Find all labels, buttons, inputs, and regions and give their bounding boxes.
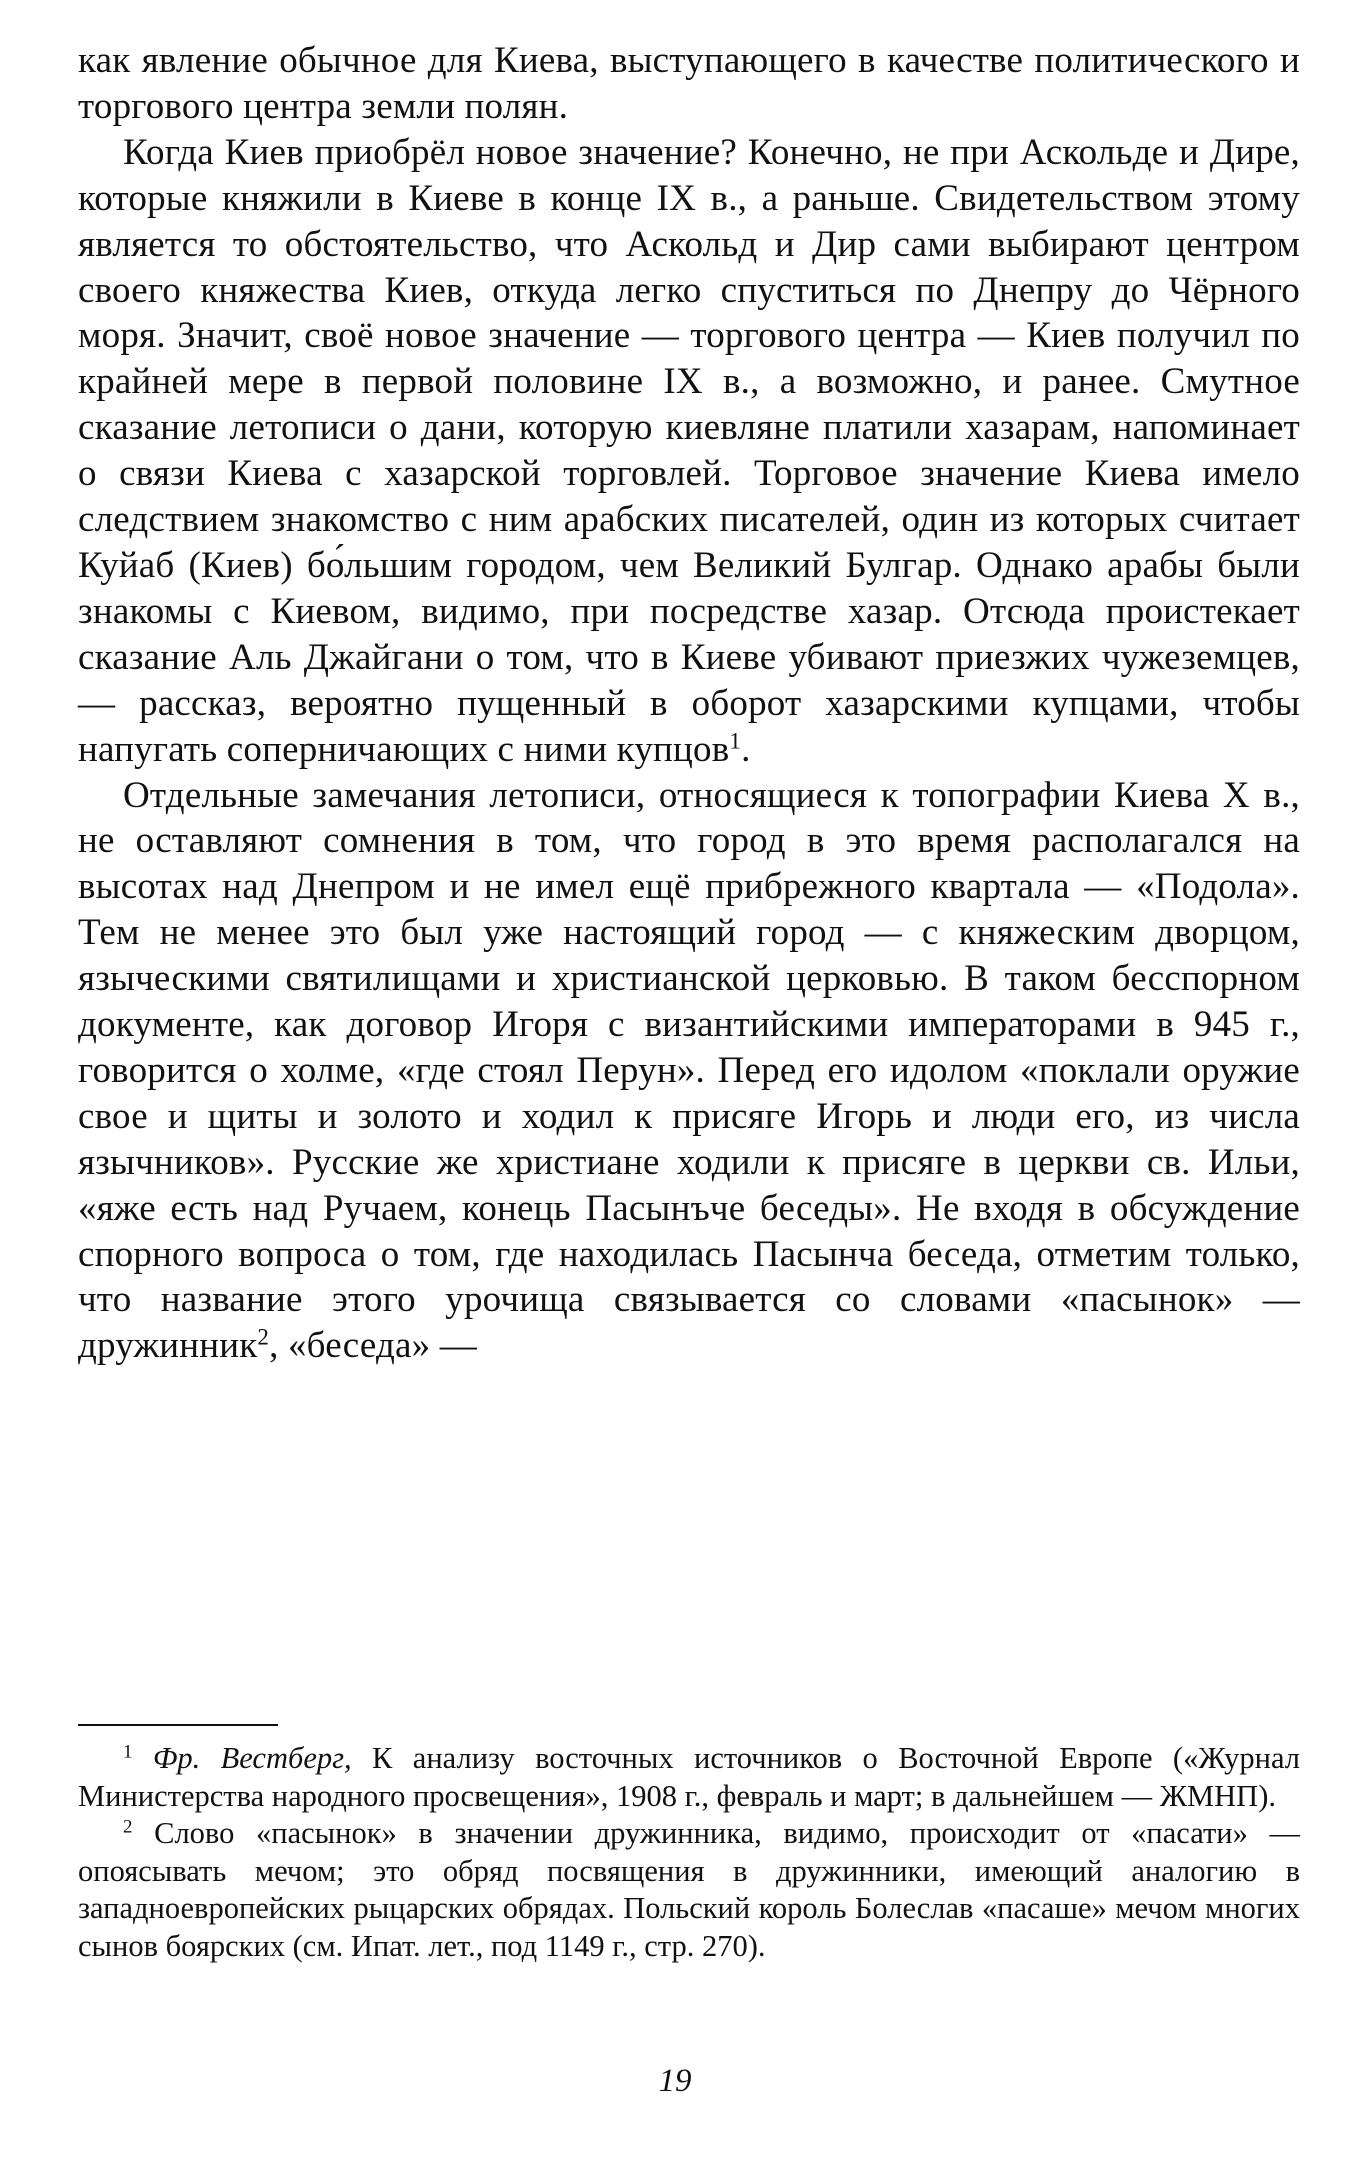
paragraph-kiev-topography (78, 773, 1300, 1370)
footnote-text: К анализу восточных источников о Восточной Европе («Журнал Министерства народного просвещения», 1908 г., февраль и март; в дальнейшем — ЖМНП). (78, 1741, 1301, 1813)
footnote-reference[interactable]: 2 (257, 1324, 270, 1350)
footnote-item (78, 1740, 1300, 1815)
footnote-separator (78, 1724, 278, 1726)
paragraph-continuation (78, 38, 1300, 130)
paragraph-tail: , «беседа» — (269, 1325, 477, 1367)
footnote-text: Слово «пасынок» в значении дружинника, видимо, происходит от «пасати» — опоясывать мечом; это обряд посвящения в дружинники, имеющий аналогию в западноевропейских рыцарских обрядах. Польский король Болеслав «пасаше» мечом многих сынов боярских (см. Ипат. лет., под 1149 г., стр. 270). (78, 1816, 1300, 1963)
paragraph-text: Когда Киев приобрёл новое значение? Конечно, не при Аскольде и Дире, которые княжили в Киеве в конце IX в., а раньше. Свидетельством этому является то обстоятельство, что Аскольд и Дир сами выбирают центром своего княжества Киев, откуда легко спуститься по Днепру до Чёрного моря. Значит, своё новое значение — торгового центра — Киев получил по крайней мере в первой половине IX в., а возможно, и ранее. Смутное сказание летописи о дани, которую киевляне платили хазарам, напоминает о связи Киева с хазарской торговлей. Торговое значение Киева имело следствием знакомство с ним арабских писателей, один из которых считает Куйаб (Киев) бо́льшим городом, чем Великий Булгар. Однако арабы были знакомы с Киевом, видимо, при посредстве хазар. Отсюда проистекает сказание Аль Джайгани о том, что в Киеве убивают приезжих чужеземцев, — рассказ, вероятно пущенный в оборот хазарскими купцами, чтобы напугать соперничающих с ними купцов (78, 131, 1300, 770)
footnote-reference[interactable]: 1 (729, 727, 742, 753)
footnote-author: Фр. Вестберг, (152, 1741, 352, 1775)
footnote-mark: 1 (123, 1741, 133, 1763)
footnote-mark: 2 (123, 1816, 133, 1838)
paragraph-kiev-significance (78, 130, 1300, 773)
footnote-item (78, 1815, 1300, 1965)
paragraph-tail: . (741, 728, 751, 770)
footnotes (78, 1740, 1300, 1966)
paragraph-text: как явление обычное для Киева, выступающего в качестве политического и торгового центра земли полян. (78, 40, 1300, 127)
paragraph-text: Отдельные замечания летописи, относящиеся к топографии Киева X в., не оставляют сомнения в том, что город в это время располагался на высотах над Днепром и не имел ещё прибрежного квартала — «Подола». Тем не менее это был уже настоящий город — с княжеским дворцом, языческими святилищами и христианской церковью. В таком бесспорном документе, как договор Игоря с византийскими императорами в 945 г., говорится о холме, «где стоял Перун». Перед его идолом «поклали оружие свое и щиты и золото и ходил к присяге Игорь и люди его, из числа язычников». Русские же христиане ходили к присяге в церкви св. Ильи, «яже есть над Ручаем, конець Пасынъче беседы». Не входя в обсуждение спорного вопроса о том, где находилась Пасынча беседа, отметим только, что название этого урочища связывается со словами «пасынок» — дружинник (78, 774, 1300, 1367)
main-text (78, 38, 1300, 1369)
page-number: 19 (658, 2063, 692, 2099)
